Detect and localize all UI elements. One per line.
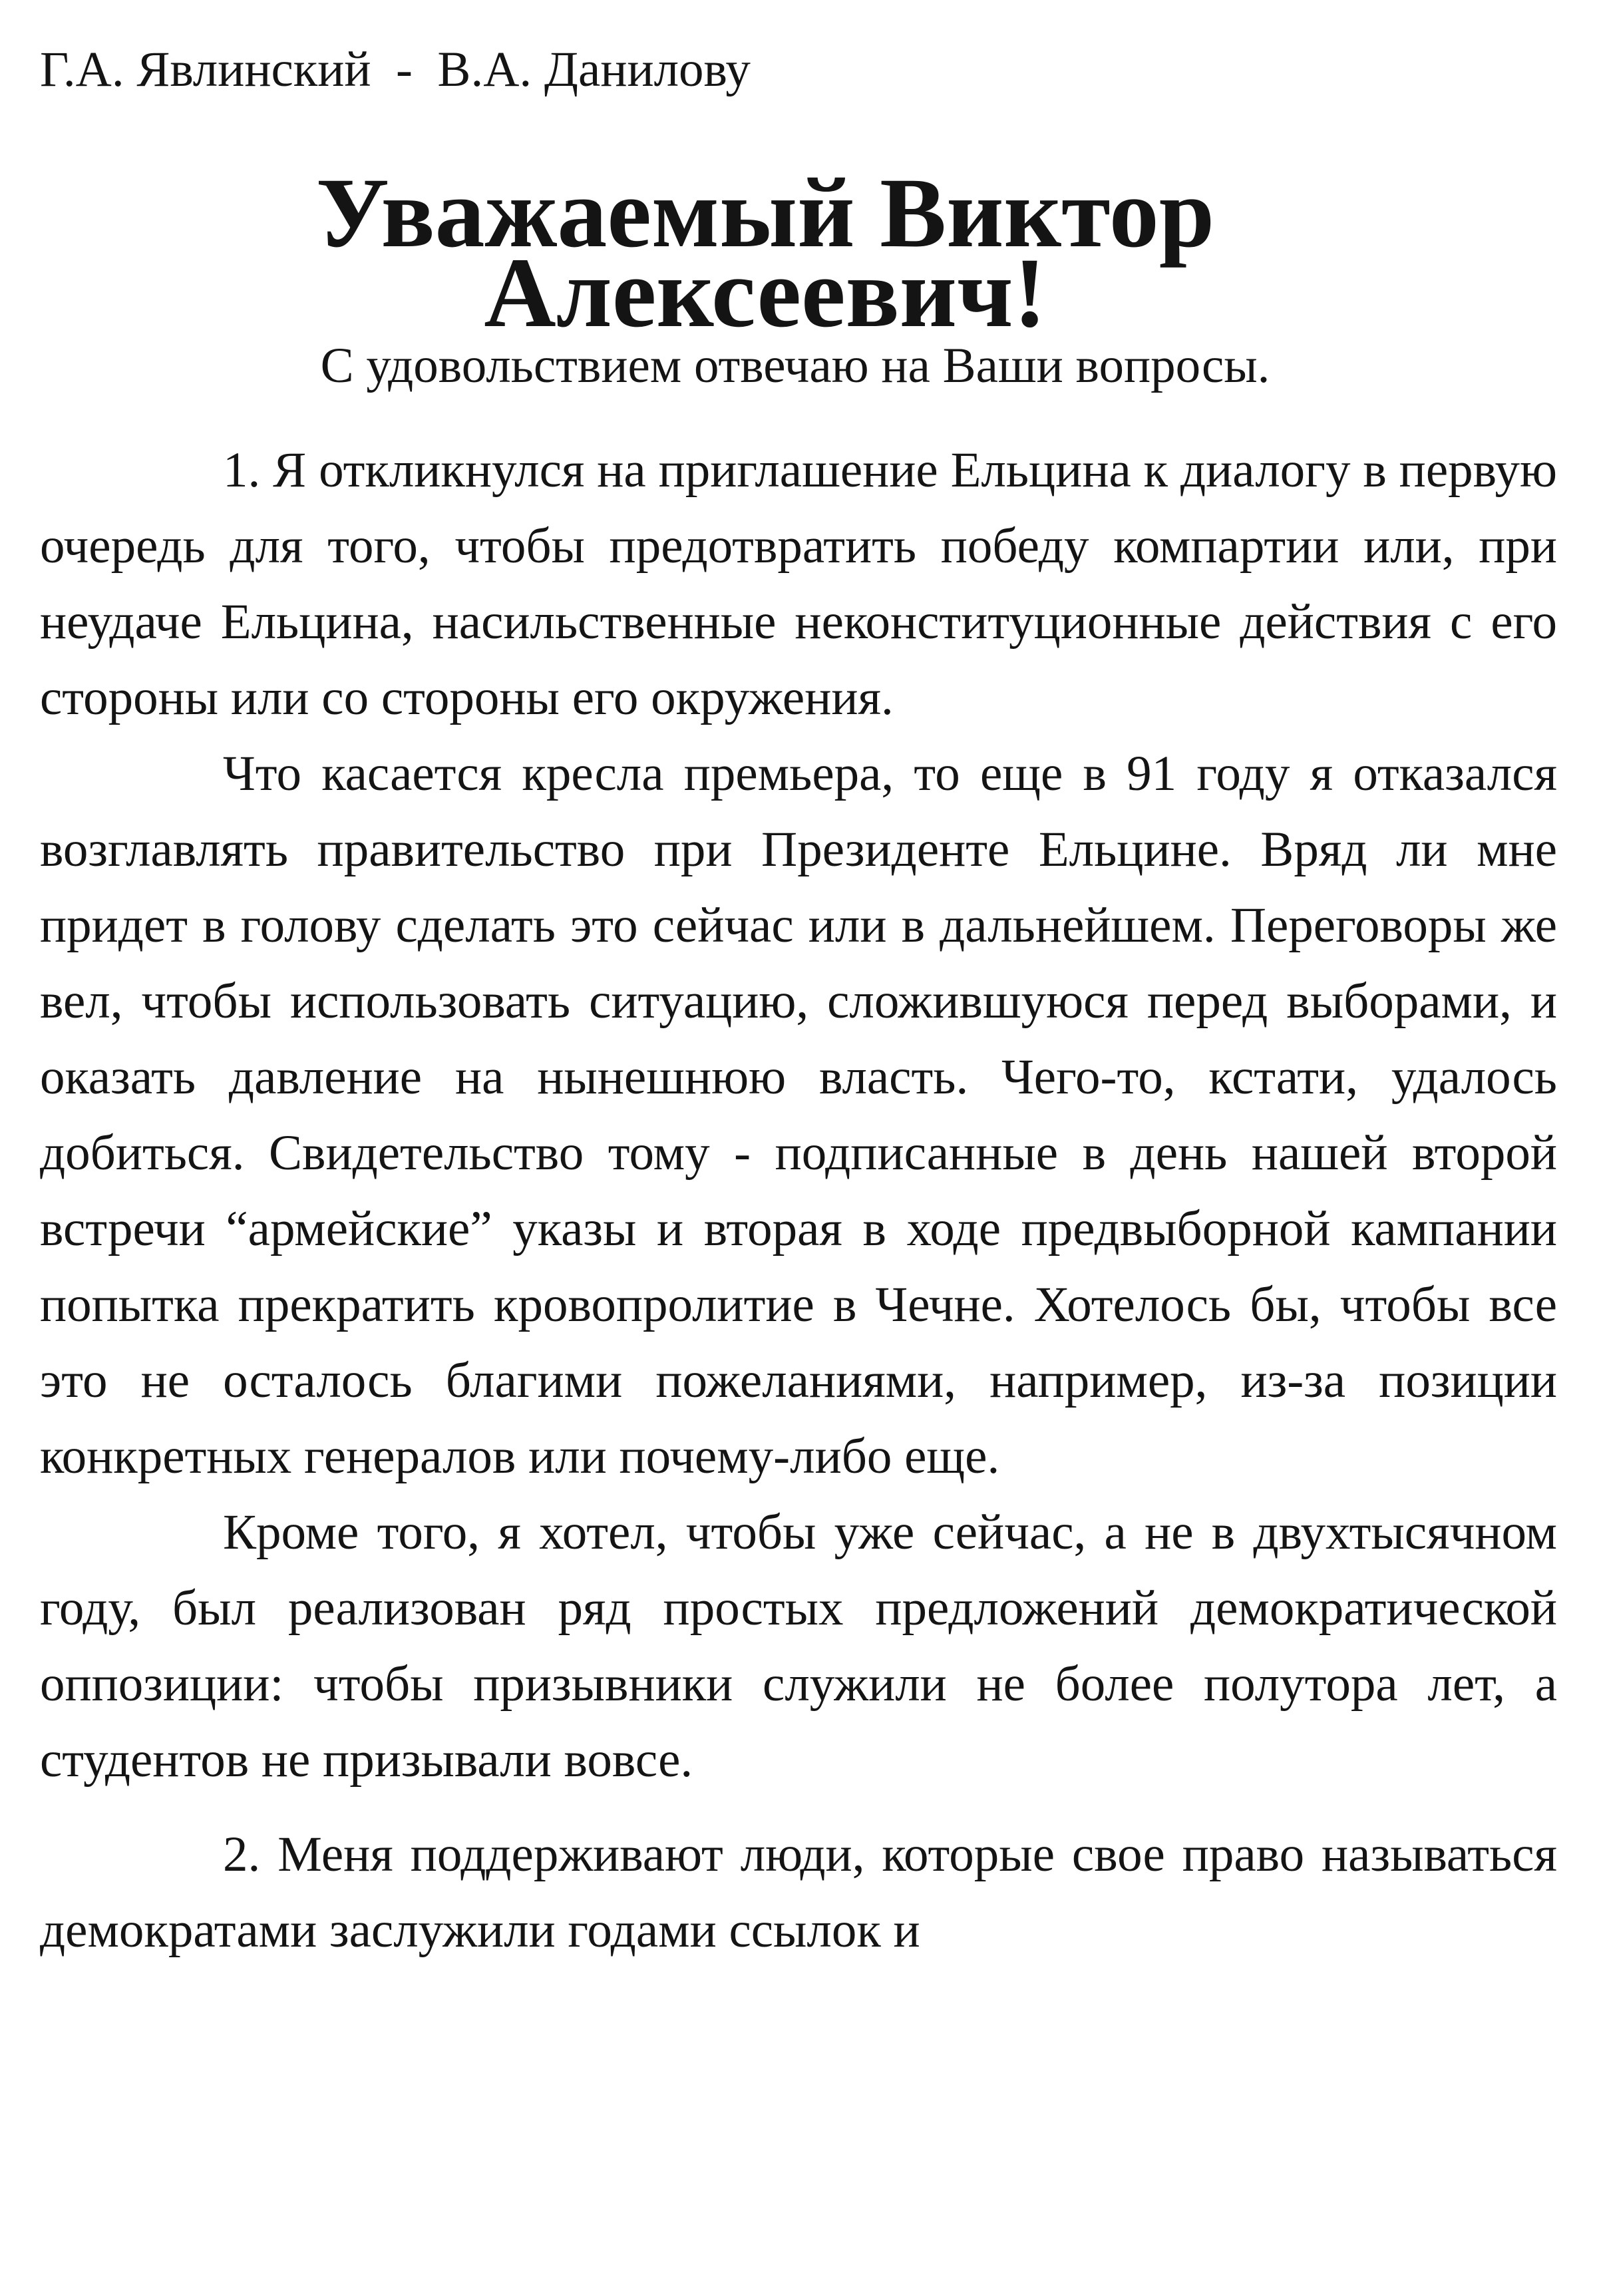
- premier-paragraph: Что касается кресла премьера, то еще в 91 году я отказался возглавлять правительство при Президенте Ельцине. Вряд ли мне придет в голову сделать это сейчас или в дальнейшем. Переговоры же вел, чтобы использовать ситуацию, сложившуюся перед выборами, и оказать давление на нынешнюю власть. Чего-то, кстати, удалось добиться. Свидетельство тому - подписанные в день нашей второй встречи “армейские” указы и вторая в ходе предвыборной кампании попытка прекратить кровопролитие в Чечне. Хотелось бы, чтобы все это не осталось благими пожеланиями, например, из-за позиции конкретных генералов или почему-либо еще.: [40, 746, 1557, 1484]
- intro-line: С удовольствием отвечаю на Ваши вопросы.: [320, 338, 1270, 393]
- letter-page: [40, 27, 1557, 1969]
- proposals-paragraph: Кроме того, я хотел, чтобы уже сейчас, а не в двухтысячном году, был реализован ряд простых предложений демократической оппозиции: чтобы призывники служили не более полутора лет, а студентов не призывали вовсе.: [40, 1505, 1557, 1788]
- answer-paragraph-1: 1. Я откликнулся на приглашение Ельцина к диалогу в первую очередь для того, чтобы предотвратить победу компартии или, при неудаче Ельцина, насильственные неконституционные действия с его стороны или со стороны его окружения.: [40, 443, 1557, 725]
- letter-header: Г.А. Явлинский - В.А. Данилову: [40, 42, 751, 97]
- salutation-heading: Уважаемый Виктор Алексеевич!: [315, 158, 1215, 348]
- answer-paragraph-2: 2. Меня поддерживают люди, которые свое право называться демократами заслужили годами ссылок и: [40, 1827, 1557, 1958]
